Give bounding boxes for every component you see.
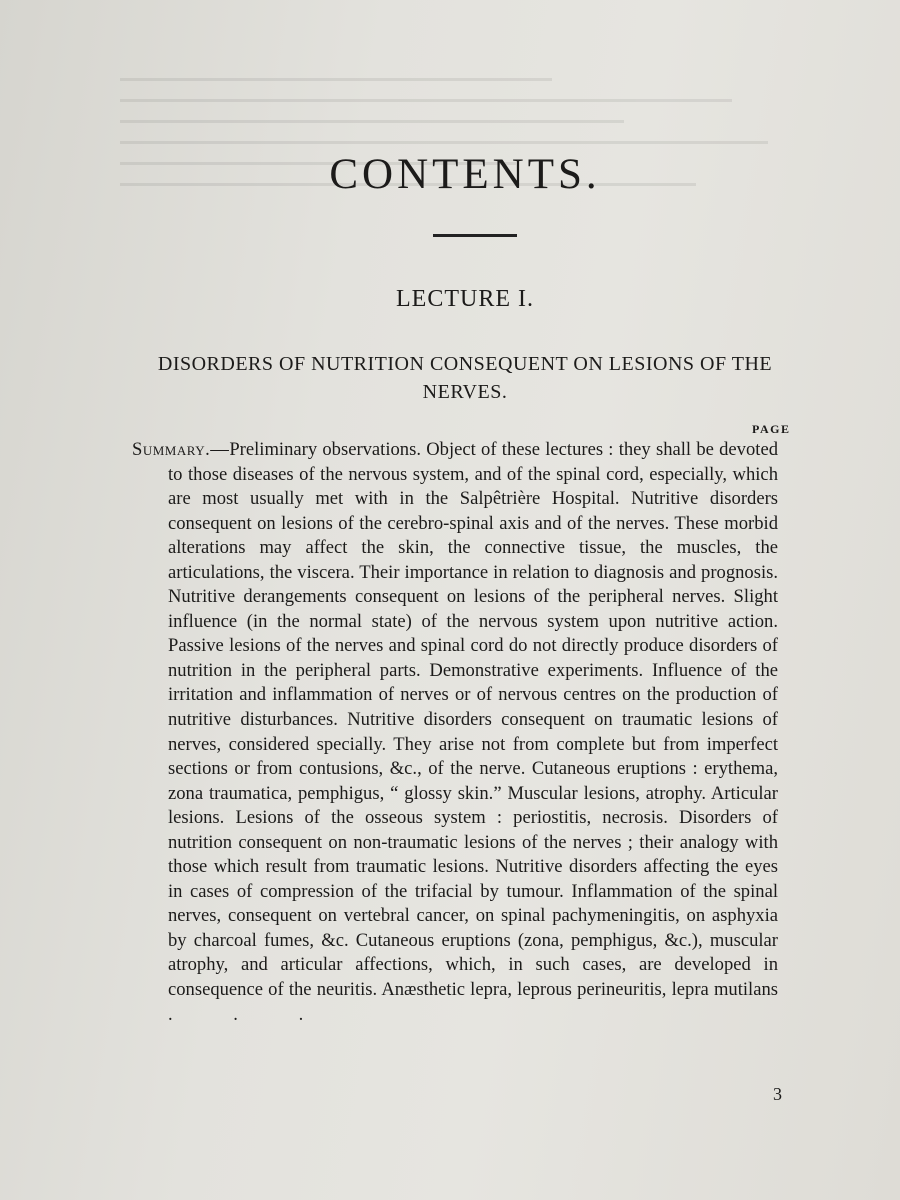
contents-title: CONTENTS.	[329, 151, 601, 198]
lecture-summary	[132, 438, 778, 1027]
page-number: 3	[773, 1084, 782, 1104]
leader-dots: . . .	[168, 1003, 332, 1025]
page-column-label: PAGE	[752, 422, 791, 436]
summary-text: Preliminary observations. Object of these lectures : they shall be devoted to those diseases of the nervous system, and of the spinal cord, especially, which are most usually met with in the Salpêtrière Hospital. Nutritive disorders consequent on lesions of the cerebro-spinal axis and of the nerves. These morbid alterations may affect the skin, the connective tissue, the muscles, the articulations, the viscera. Their importance in relation to diagnosis and prognosis. Nutritive derangements consequent on lesions of the peripheral nerves. Slight influence (in the normal state) of the nervous system upon nutritive action. Passive lesions of the nerves and spinal cord do not directly produce disorders of nutrition in the peripheral parts. Demonstrative experiments. Influence of the irritation and inflammation of nerves or of nervous centres on the production of nutritive disturbances. Nutritive disorders consequent on traumatic lesions of nerves, considered specially. They arise not from complete but from imperfect sections or from contusions, &c., of the nerve. Cutaneous eruptions : erythema, zona traumatica, pemphigus, “ glossy skin.” Muscular lesions, atrophy. Articular lesions. Lesions of the osseous system : periostitis, necrosis. Disorders of nutrition consequent on non-traumatic lesions of the nerves ; their analogy with those which result from traumatic lesions. Nutritive disorders affecting the eyes in cases of compression of the trifacial by tumour. Inflammation of the spinal nerves, consequent on vertebral cancer, on spinal pachymeningitis, on asphyxia by charcoal fumes, &c. Cutaneous eruptions (zona, pemphigus, &c.), muscular atrophy, and articular affections, which, in such cases, are developed in consequence of the neuritis. Anæsthetic lepra, leprous perineuritis, lepra mutilans	[168, 439, 778, 1001]
lecture-subtitle: DISORDERS OF NUTRITION CONSEQUENT ON LESIONS OF THE NERVES.	[157, 353, 773, 403]
lecture-heading: LECTURE I.	[396, 286, 534, 312]
summary-label: Summary.—	[132, 439, 230, 460]
title-rule	[433, 234, 517, 237]
